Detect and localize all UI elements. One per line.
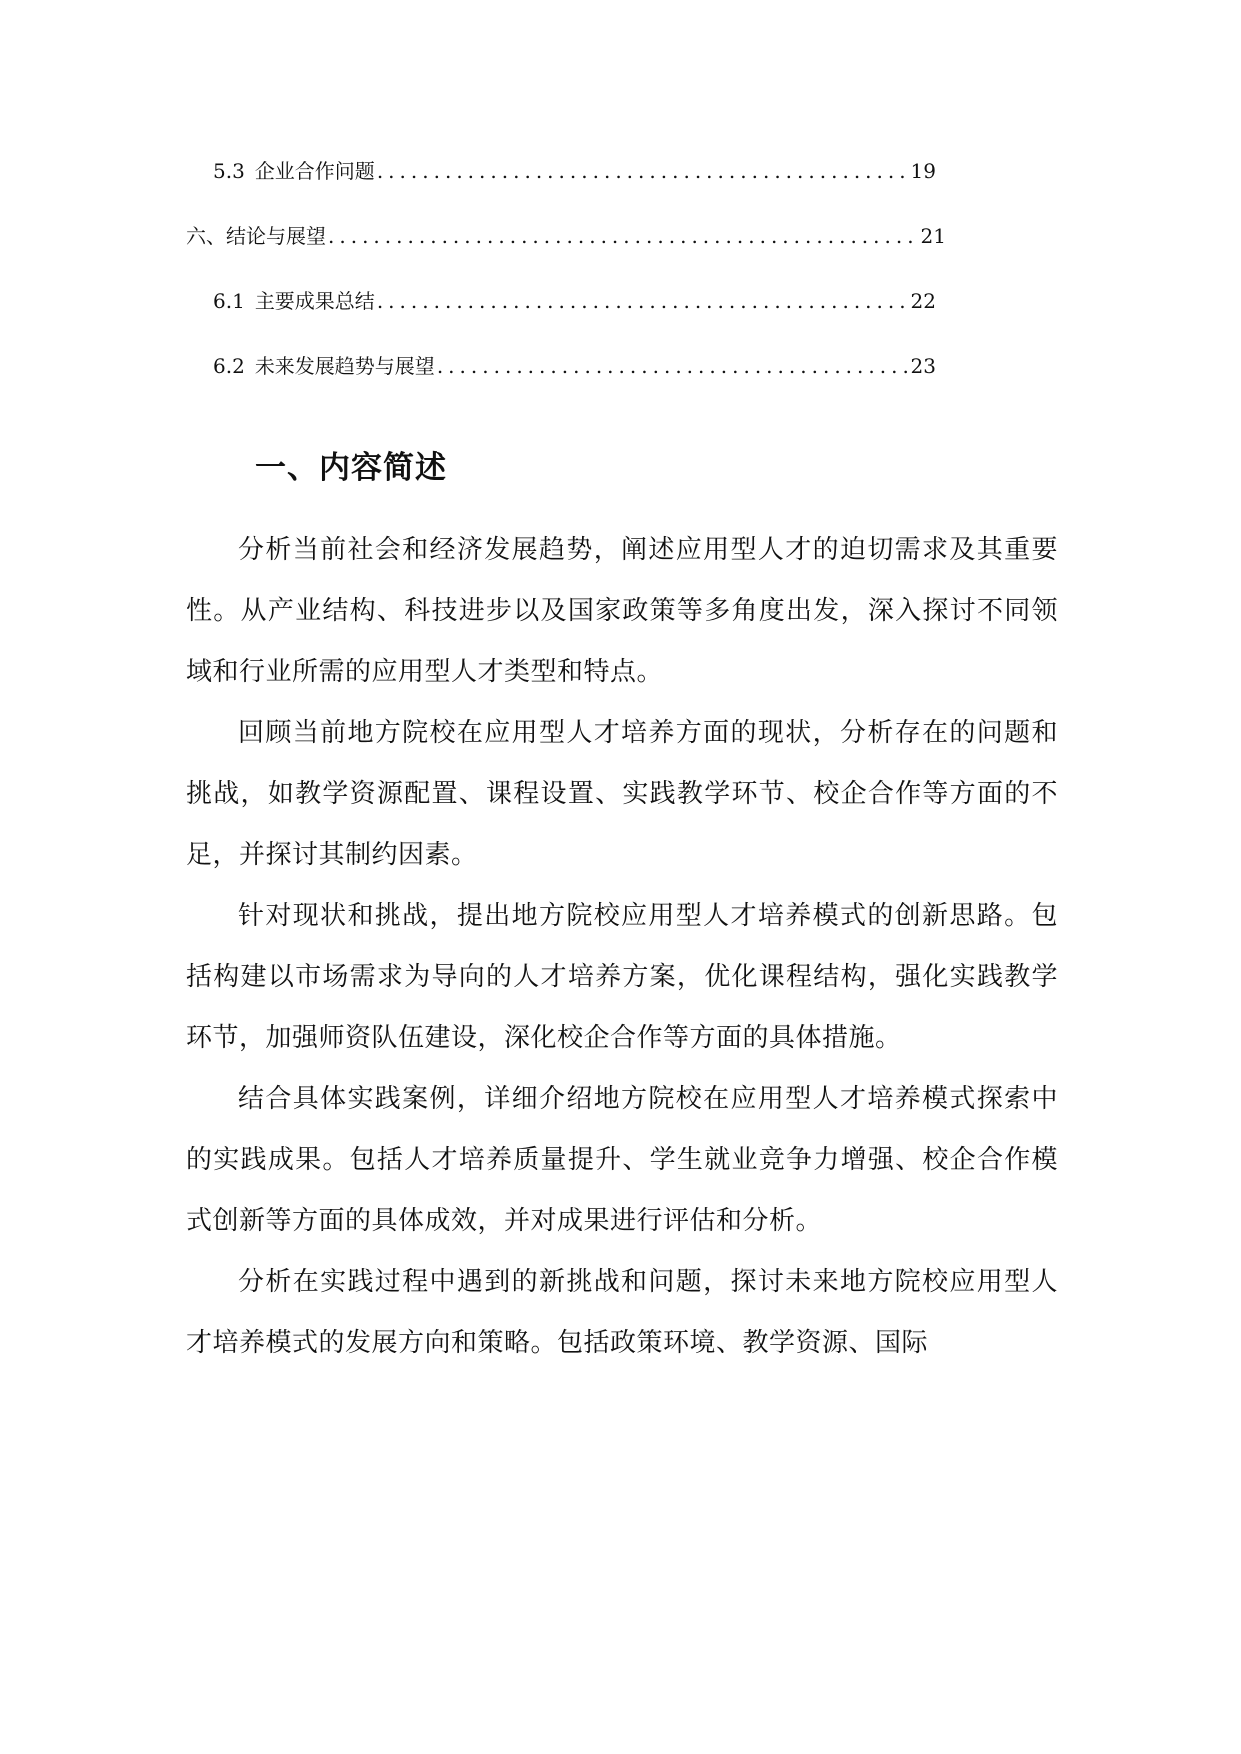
toc-entry-number: 5.3 bbox=[213, 159, 245, 183]
toc-entry-page: 22 bbox=[910, 289, 936, 313]
toc-entry-number: 6.2 bbox=[213, 354, 245, 378]
toc-entry-title: 六、结论与展望 bbox=[186, 224, 326, 248]
body-paragraph: 结合具体实践案例，详细介绍地方院校在应用型人才培养模式探索中的实践成果。包括人才培养质量提升、学生就业竞争力增强、校企合作模式创新等方面的具体成效，并对成果进行评估和分析。 bbox=[186, 1084, 1058, 1236]
body-paragraph: 分析当前社会和经济发展趋势，阐述应用型人才的迫切需求及其重要性。从产业结构、科技进步以及国家政策等多角度出发，深入探讨不同领域和行业所需的应用型人才类型和特点。 bbox=[186, 535, 1058, 687]
toc-entry[interactable] bbox=[213, 155, 936, 184]
toc-entry[interactable] bbox=[186, 220, 946, 249]
toc-entry-page: 23 bbox=[910, 354, 936, 378]
toc-leader-dots bbox=[328, 224, 919, 248]
toc-entry-page: 21 bbox=[920, 224, 946, 248]
body-paragraph: 回顾当前地方院校在应用型人才培养方面的现状，分析存在的问题和挑战，如教学资源配置、课程设置、实践教学环节、校企合作等方面的不足，并探讨其制约因素。 bbox=[186, 718, 1058, 870]
toc-entry-title: 主要成果总结 bbox=[254, 289, 375, 313]
toc-entry-number: 6.1 bbox=[213, 289, 245, 313]
body-paragraph: 针对现状和挑战，提出地方院校应用型人才培养模式的创新思路。包括构建以市场需求为导向的人才培养方案，优化课程结构，强化实践教学环节，加强师资队伍建设，深化校企合作等方面的具体措施。 bbox=[186, 901, 1058, 1053]
toc-leader-dots bbox=[437, 354, 909, 378]
toc-entry-title: 企业合作问题 bbox=[254, 159, 375, 183]
body-paragraph: 分析在实践过程中遇到的新挑战和问题，探讨未来地方院校应用型人才培养模式的发展方向和策略。包括政策环境、教学资源、国际 bbox=[186, 1267, 1058, 1358]
toc-entry-title: 未来发展趋势与展望 bbox=[254, 354, 435, 378]
toc-leader-dots bbox=[377, 289, 909, 313]
section-body bbox=[186, 520, 1058, 1374]
toc-entry[interactable] bbox=[213, 350, 936, 379]
toc-leader-dots bbox=[377, 159, 909, 183]
toc-entry-page: 19 bbox=[910, 159, 936, 183]
toc-entry[interactable] bbox=[213, 285, 936, 314]
section-heading: 一、内容简述 bbox=[255, 450, 447, 486]
